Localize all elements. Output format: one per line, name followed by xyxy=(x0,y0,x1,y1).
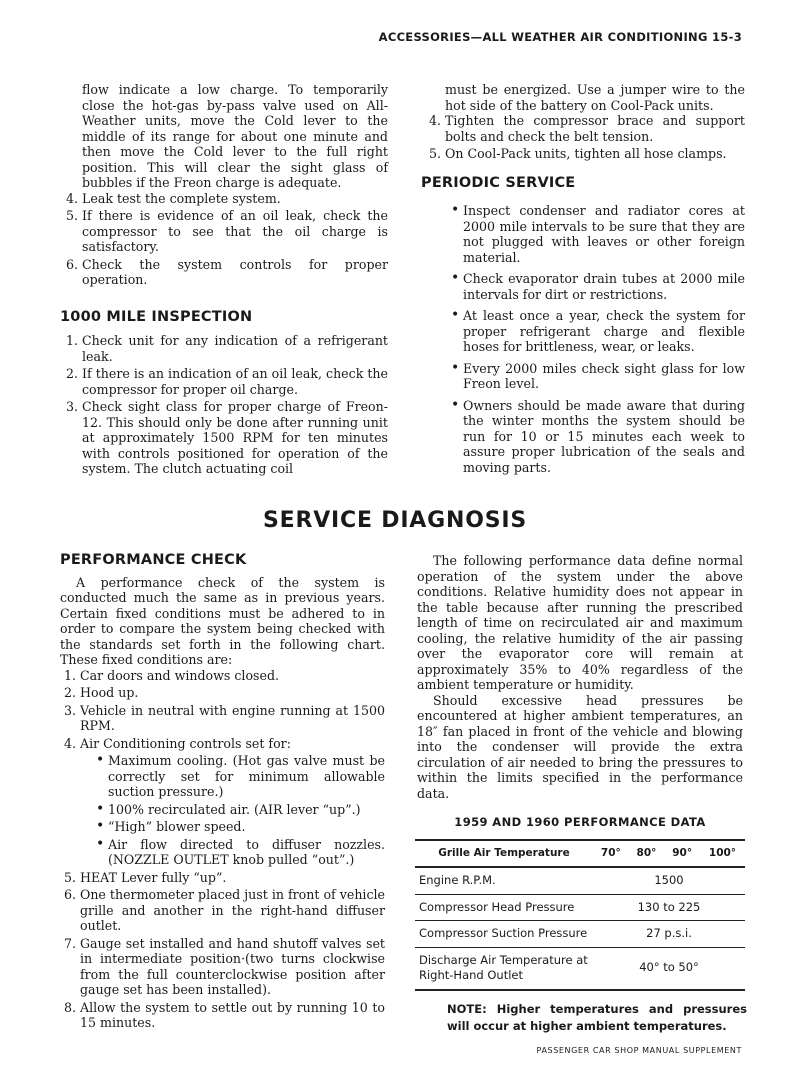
continued-paragraph: must be energized. Use a jumper wire to the hot side of the battery on Cool-Pack units. xyxy=(445,82,745,113)
controls-bullet-list xyxy=(80,753,385,868)
header-temp: 100° xyxy=(700,840,745,868)
performance-check-heading: PERFORMANCE CHECK xyxy=(60,552,247,568)
numbered-list xyxy=(62,191,388,288)
item-text: Check unit for any indication of a refrigerant leak. xyxy=(82,333,388,364)
list-item xyxy=(62,366,388,397)
row-label: Compressor Suction Pressure xyxy=(415,921,593,948)
list-item xyxy=(62,257,388,288)
bullet-item: • 100% recirculated air. (AIR lever “up”.) xyxy=(96,802,385,818)
item-number: 7. xyxy=(63,935,76,951)
conditions-list xyxy=(60,668,385,1031)
item-number: 2. xyxy=(65,366,78,381)
item-text: If there is an indication of an oil leak, check the compressor for proper oil charge. xyxy=(82,366,388,397)
list-item xyxy=(60,736,385,868)
inspection-list xyxy=(62,333,388,477)
continued-paragraph: flow indicate a low charge. To temporarily close the hot-gas by-pass valve used on All-Weather units, move the Cold lever to the middle of its range for about one minute and then move the Cold lever to the full right position. This will clear the sight glass of bubbles if the Freon charge is adequate. xyxy=(82,82,388,190)
section-title: SERVICE DIAGNOSIS xyxy=(263,508,527,533)
page-footer: PASSENGER CAR SHOP MANUAL SUPPLEMENT xyxy=(536,1046,742,1055)
header-temp: 80° xyxy=(629,840,665,868)
header-grille-air-temperature: Grille Air Temperature xyxy=(415,840,593,868)
table-header-row xyxy=(415,840,745,868)
list-item xyxy=(425,113,745,144)
item-number: 5. xyxy=(63,869,76,885)
right-top-column xyxy=(421,82,745,481)
bullet-item: • Check evaporator drain tubes at 2000 mile intervals for dirt or restrictions. xyxy=(451,271,745,302)
row-value: 1500 xyxy=(593,867,745,894)
item-number: 4. xyxy=(428,113,441,128)
list-item xyxy=(60,668,385,684)
item-number: 6. xyxy=(63,887,76,902)
item-number: 5. xyxy=(65,208,78,223)
list-item xyxy=(425,146,745,162)
row-value: 130 to 225 xyxy=(593,894,745,921)
item-number: 3. xyxy=(63,702,76,718)
item-text: HEAT Lever fully “up”. xyxy=(80,869,227,885)
row-label: Engine R.P.M. xyxy=(415,867,593,894)
row-label: Compressor Head Pressure xyxy=(415,894,593,921)
item-text: Air Conditioning controls set for: xyxy=(80,735,291,751)
row-value: 27 p.s.i. xyxy=(593,921,745,948)
item-number: 3. xyxy=(65,399,78,414)
list-item xyxy=(60,887,385,934)
performance-data-paragraph: The following performance data define normal operation of the system under the above conditions. Relative humidity does not appear in the table because after running the prescribed length of time on recirculated air and maximum cooling, the relative humidity of the air passing over the evaporator core will remain at approximately 35% to 40% regardless of the ambient temperature or humidity. xyxy=(417,553,743,692)
row-value: 40° to 50° xyxy=(593,947,745,990)
head-pressure-paragraph: Should excessive head pressures be encountered at higher ambient temperatures, an 18″ fan placed in front of the vehicle and blowing into the condenser will provide the extra circulation of air needed to bring the pressures to within the limits specified in the performance data. xyxy=(417,692,743,801)
list-item xyxy=(60,685,385,701)
table-row xyxy=(415,947,745,990)
bullet-item: • Maximum cooling. (Hot gas valve must be correctly set for minimum allowable suction pressure.) xyxy=(96,753,385,800)
table-row xyxy=(415,921,745,948)
item-text: One thermometer placed just in front of vehicle grille and another in the right-hand diffuser outlet. xyxy=(80,887,385,933)
item-number: 4. xyxy=(65,190,78,206)
item-number: 5. xyxy=(428,146,441,161)
list-item xyxy=(62,333,388,364)
performance-data-column xyxy=(417,553,747,1035)
item-text: Gauge set installed and hand shutoff valves set in intermediate position·(two turns clockwise from the full counterclockwise position after gauge set has been installed). xyxy=(80,935,385,997)
bullet-item: • Owners should be made aware that during the winter months the system should be run for 10 or 15 minutes each week to assure proper lubrication of the seals and moving parts. xyxy=(451,398,745,476)
item-text: Car doors and windows closed. xyxy=(80,667,280,683)
item-text: Hood up. xyxy=(80,685,139,700)
left-top-column xyxy=(62,82,388,479)
item-text: Vehicle in neutral with engine running at 1500 RPM. xyxy=(80,702,385,733)
table-title: 1959 AND 1960 PERFORMANCE DATA xyxy=(454,815,706,829)
bullet-item: • Inspect condenser and radiator cores at 2000 mile intervals to be sure that they are not plugged with leaves or other foreign material. xyxy=(451,203,745,265)
header-temp: 70° xyxy=(593,840,629,868)
list-item xyxy=(60,870,385,886)
item-text: If there is evidence of an oil leak, check the compressor to see that the oil charge is satisfactory. xyxy=(82,208,388,254)
item-text: Tighten the compressor brace and support bolts and check the belt tension. xyxy=(445,113,745,144)
item-number: 2. xyxy=(63,685,76,700)
item-number: 8. xyxy=(63,999,76,1015)
list-item xyxy=(60,703,385,734)
performance-check-column xyxy=(60,553,385,1033)
item-number: 1. xyxy=(63,667,76,683)
item-text: Check the system controls for proper operation. xyxy=(82,256,388,287)
table-note: NOTE: Higher temperatures and pressures will occur at higher ambient temperatures. xyxy=(447,1001,747,1033)
list-item xyxy=(62,191,388,207)
list-item xyxy=(60,1000,385,1031)
inspection-heading: 1000 MILE INSPECTION xyxy=(60,308,253,325)
table-row xyxy=(415,867,745,894)
performance-data-table xyxy=(415,839,745,991)
item-number: 4. xyxy=(63,735,76,751)
intro-paragraph: A performance check of the system is conducted much the same as in previous years. Certain fixed conditions must be adhered to in order to compare the system being checked with the standards set forth in the following chart. These fixed conditions are: xyxy=(60,574,385,667)
item-number: 6. xyxy=(65,256,78,272)
list-item xyxy=(62,399,388,477)
header-temp: 90° xyxy=(664,840,700,868)
numbered-list xyxy=(425,113,745,162)
item-number: 1. xyxy=(65,333,78,348)
bullet-item: • Air flow directed to diffuser nozzles. (NOZZLE OUTLET knob pulled “out”.) xyxy=(96,837,385,868)
bullet-item: • Every 2000 miles check sight glass for low Freon level. xyxy=(451,361,745,392)
page-header: ACCESSORIES—ALL WEATHER AIR CONDITIONING 15-3 xyxy=(378,30,742,44)
periodic-heading: PERIODIC SERVICE xyxy=(421,174,576,191)
item-text: Allow the system to settle out by running 10 to 15 minutes. xyxy=(80,999,385,1030)
periodic-bullet-list xyxy=(425,203,745,475)
row-label: Discharge Air Temperature at Right-Hand Outlet xyxy=(415,947,593,990)
list-item xyxy=(60,936,385,998)
item-text: Leak test the complete system. xyxy=(82,190,281,206)
item-text: Check sight class for proper charge of Freon-12. This should only be done after running unit at approximately 1500 RPM for ten minutes with controls positioned for operation of the system. The clutch actuating coil xyxy=(82,399,388,476)
bullet-item: • At least once a year, check the system for proper refrigerant charge and flexible hoses for brittleness, wear, or leaks. xyxy=(451,308,745,355)
list-item xyxy=(62,208,388,255)
item-text: On Cool-Pack units, tighten all hose clamps. xyxy=(445,146,727,161)
bullet-item: • “High” blower speed. xyxy=(96,819,385,835)
table-row xyxy=(415,894,745,921)
